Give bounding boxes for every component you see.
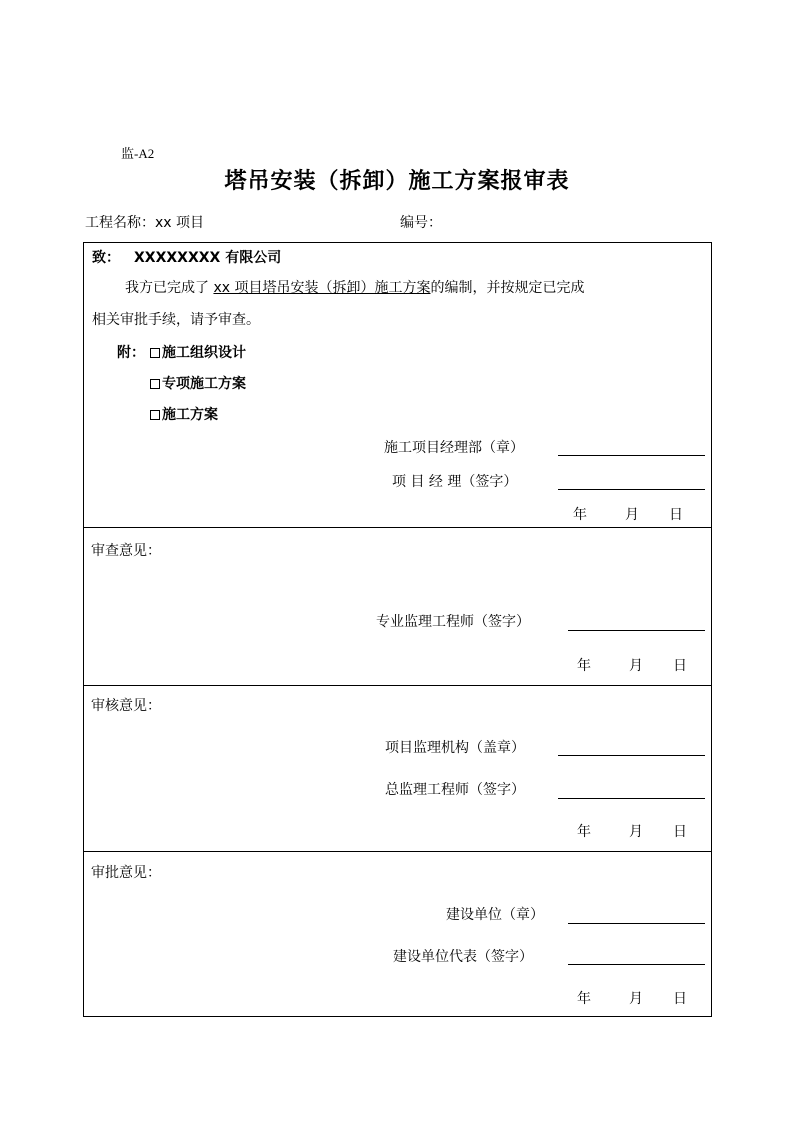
approval-form-table: [83, 242, 712, 1017]
date-line: [577, 655, 687, 675]
submission-section: [84, 243, 711, 527]
project-manager-sign-line[interactable]: [558, 489, 705, 490]
attachment-checkbox-3[interactable]: [150, 404, 218, 424]
date-line: [573, 504, 683, 524]
pm-department-seal-line[interactable]: [558, 455, 705, 456]
date-day: 日: [669, 507, 683, 523]
supervision-org-seal-label: 项目监理机构（盖章）: [385, 740, 525, 756]
date-month: 月: [629, 991, 643, 1007]
project-name: 工程名称：xx 项目: [85, 215, 205, 231]
date-day: 日: [673, 824, 687, 840]
date-year: 年: [577, 658, 591, 674]
owner-representative-sign-label: 建设单位代表（签字）: [393, 949, 533, 965]
checkbox-icon: [150, 410, 160, 420]
audit-heading: 审核意见：: [91, 698, 161, 714]
to-label: 致：: [92, 250, 120, 266]
pm-department-seal-label: 施工项目经理部（章）: [384, 440, 524, 456]
date-year: 年: [573, 507, 587, 523]
checkbox-icon: [150, 379, 160, 389]
chief-supervisor-sign-line[interactable]: [558, 798, 705, 799]
date-line: [577, 821, 687, 841]
submission-body-line2: 相关审批手续，请予审查。: [92, 312, 260, 328]
date-line: [577, 988, 687, 1008]
project-manager-sign-label: 项 目 经 理（签字）: [392, 474, 518, 490]
date-month: 月: [629, 658, 643, 674]
approval-section: [84, 851, 711, 1016]
supervision-org-seal-line[interactable]: [558, 755, 705, 756]
checkbox-icon: [150, 348, 160, 358]
review-heading: 审查意见：: [91, 543, 161, 559]
owner-seal-line[interactable]: [568, 923, 705, 924]
form-code: 监-A2: [121, 146, 155, 161]
approval-heading: 审批意见：: [91, 865, 161, 881]
body-prefix: 我方已完成了: [125, 280, 214, 296]
page-title: 塔吊安装（拆卸）施工方案报审表: [224, 168, 570, 194]
date-month: 月: [625, 507, 639, 523]
supervising-engineer-sign-label: 专业监理工程师（签字）: [376, 614, 530, 630]
plan-name: xx 项目塔吊安装（拆卸）施工方案: [213, 280, 431, 296]
date-month: 月: [629, 824, 643, 840]
body-suffix: 的编制，并按规定已完成: [430, 280, 585, 296]
attachment-label-3: 施工方案: [162, 407, 218, 423]
attachment-checkbox-1[interactable]: [150, 342, 246, 362]
serial-number: 编号：: [400, 215, 442, 231]
date-day: 日: [673, 658, 687, 674]
audit-section: [84, 685, 711, 851]
submission-body-line1: [125, 277, 584, 297]
owner-seal-label: 建设单位（章）: [446, 907, 544, 923]
date-year: 年: [577, 991, 591, 1007]
chief-supervisor-sign-label: 总监理工程师（签字）: [385, 782, 525, 798]
date-year: 年: [577, 824, 591, 840]
attachment-label-1: 施工组织设计: [162, 345, 246, 361]
attachment-label-2: 专项施工方案: [162, 376, 246, 392]
supervising-engineer-sign-line[interactable]: [568, 630, 705, 631]
owner-representative-sign-line[interactable]: [568, 964, 705, 965]
attachment-label: 附：: [117, 345, 145, 361]
to-company: XXXXXXXX 有限公司: [134, 250, 282, 266]
review-section: [84, 527, 711, 685]
date-day: 日: [673, 991, 687, 1007]
attachment-checkbox-2[interactable]: [150, 373, 246, 393]
